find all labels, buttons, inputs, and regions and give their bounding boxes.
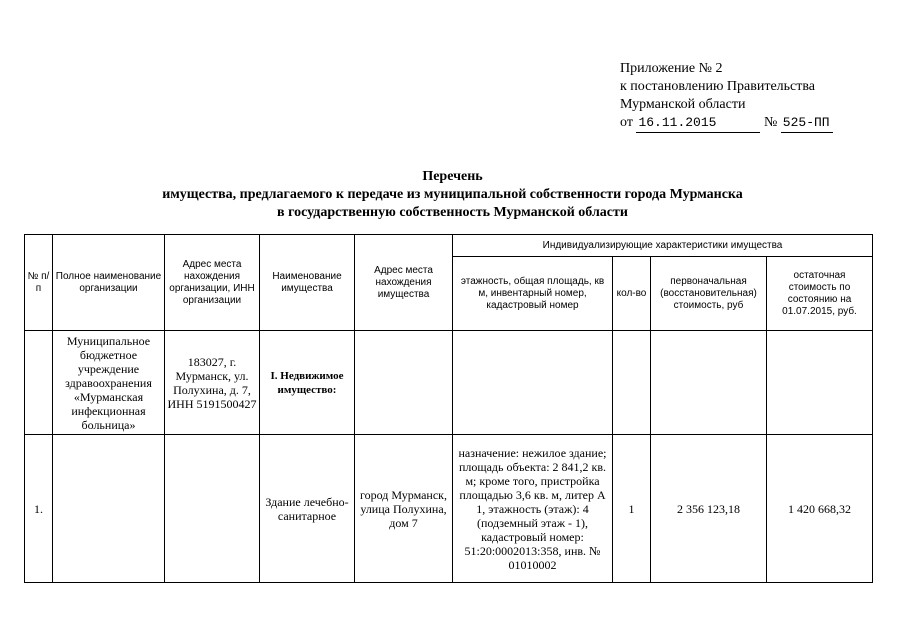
header-characteristics-group: Индивидуализирующие характеристики имущества xyxy=(453,235,873,257)
header-property-name: Наименование имущества xyxy=(260,235,355,331)
header-org-name: Полное наименование организации xyxy=(53,235,165,331)
header-num: № п/п xyxy=(25,235,53,331)
title-line-2: имущества, предлагаемого к передаче из муниципальной собственности города Мурманска xyxy=(162,187,743,202)
row-residual-cost: 1 420 668,32 xyxy=(767,435,873,583)
org-name: Муниципальное бюджетное учреждение здравоохранения «Мурманская инфекционная больница» xyxy=(53,331,165,435)
appendix-line-2: к постановлению Правительства xyxy=(620,79,816,94)
appendix-line-3: Мурманской области xyxy=(620,97,746,112)
appendix-from-label: от xyxy=(620,115,633,130)
appendix-date: 16.11.2015 xyxy=(636,114,760,133)
title-line-1: Перечень xyxy=(422,169,483,184)
org-address: 183027, г. Мурманск, ул. Полухина, д. 7, ИНН 5191500427 xyxy=(165,331,260,435)
property-table xyxy=(24,234,873,583)
row-empty-cell xyxy=(53,435,165,583)
header-row-1 xyxy=(25,235,873,257)
org-row-num xyxy=(25,331,53,435)
header-floors: этажность, общая площадь, кв м, инвентарный номер, кадастровый номер xyxy=(453,257,613,331)
row-empty-cell xyxy=(165,435,260,583)
appendix-date-line xyxy=(620,114,890,133)
appendix-number-label: № xyxy=(763,115,778,130)
row-num: 1. xyxy=(25,435,53,583)
section-heading: I. Недвижимое имущество: xyxy=(260,331,355,435)
table-row xyxy=(25,435,873,583)
org-row-empty xyxy=(651,331,767,435)
row-property-name: Здание лечебно-санитарное xyxy=(260,435,355,583)
appendix-line-1: Приложение № 2 xyxy=(620,61,723,76)
org-row-empty xyxy=(453,331,613,435)
row-qty: 1 xyxy=(613,435,651,583)
row-initial-cost: 2 356 123,18 xyxy=(651,435,767,583)
title-line-3: в государственную собственность Мурманской области xyxy=(277,205,628,220)
header-org-address: Адрес места нахождения организации, ИНН организации xyxy=(165,235,260,331)
header-property-address: Адрес места нахождения имущества xyxy=(355,235,453,331)
org-row-empty xyxy=(767,331,873,435)
header-qty: кол-во xyxy=(613,257,651,331)
appendix-number: 525-ПП xyxy=(781,114,833,133)
org-row xyxy=(25,331,873,435)
header-initial-cost: первоначальная (восстановительная) стоимость, руб xyxy=(651,257,767,331)
org-row-empty xyxy=(355,331,453,435)
row-property-address: город Мурманск, улица Полухина, дом 7 xyxy=(355,435,453,583)
row-characteristics: назначение: нежилое здание; площадь объекта: 2 841,2 кв. м; кроме того, пристройка площадью 3,6 кв. м, литер А 1, этажность (этаж): 4 (подземный этаж - 1), кадастровый номер: 51:20:0002013:358, инв. № 01010002 xyxy=(453,435,613,583)
header-residual-cost: остаточная стоимость по состоянию на 01.07.2015, руб. xyxy=(767,257,873,331)
document-title xyxy=(0,168,905,222)
appendix-block xyxy=(620,60,890,133)
org-row-empty xyxy=(613,331,651,435)
